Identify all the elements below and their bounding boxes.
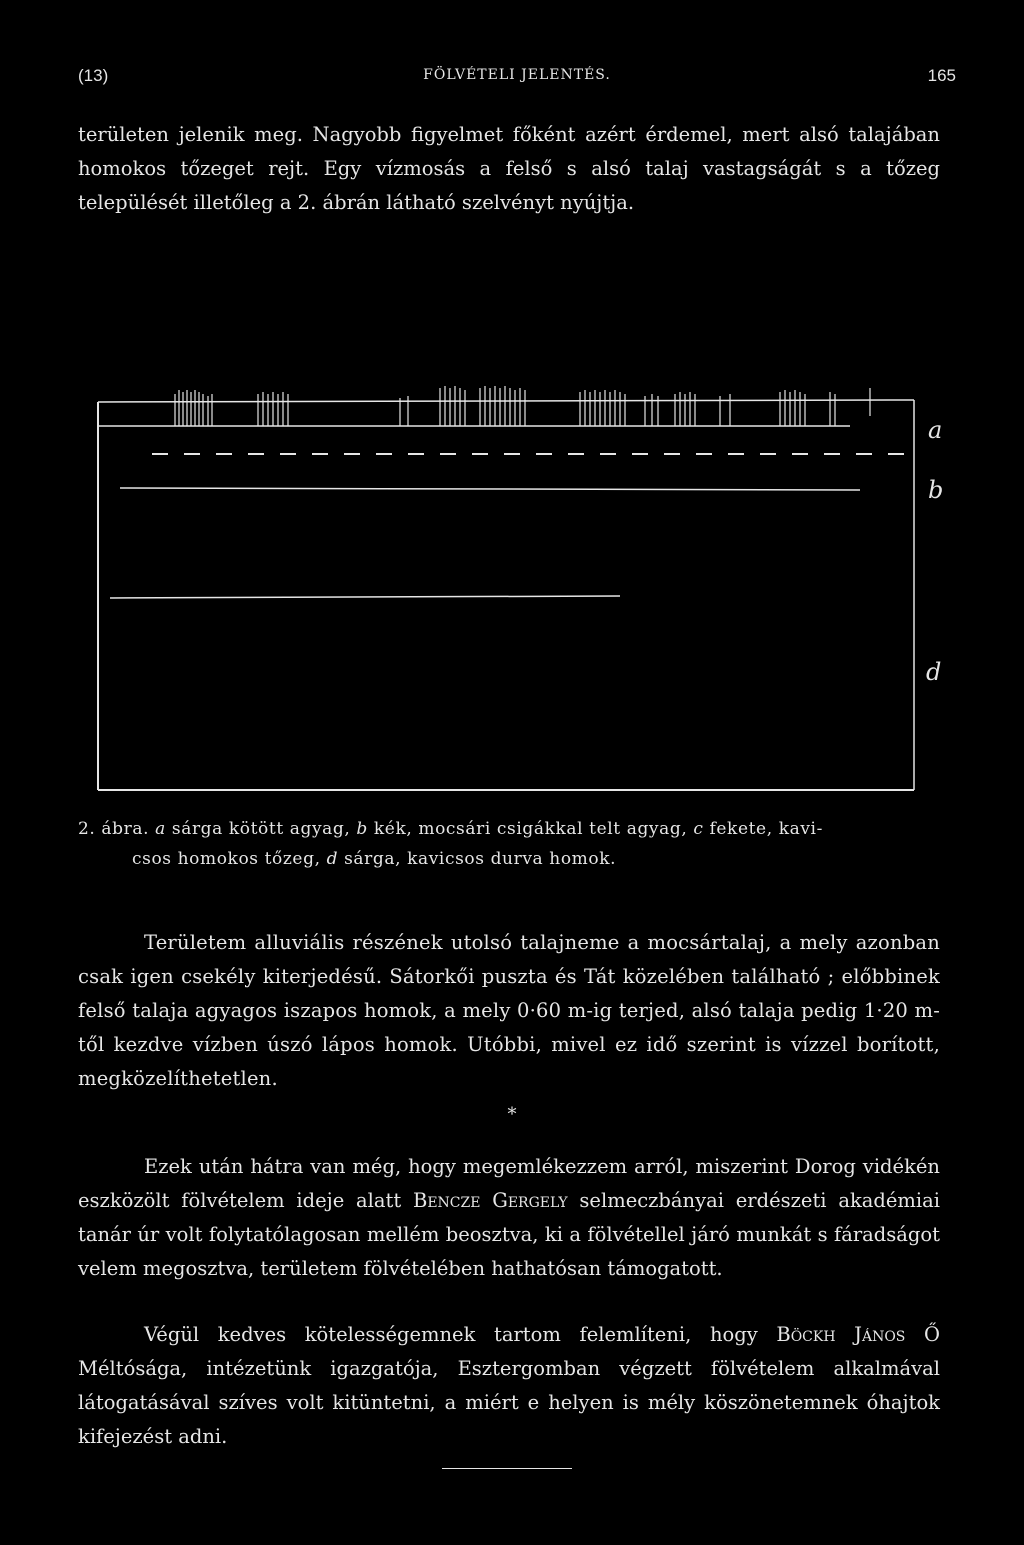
caption-text-c: fekete, kavi-	[703, 819, 823, 839]
figure-number: 2. ábra.	[78, 819, 150, 839]
layer-label-a: a	[928, 416, 943, 444]
section-separator: *	[507, 1104, 517, 1125]
layer-c-bottom	[110, 596, 620, 598]
caption-key-c: c	[693, 819, 704, 839]
layer-label-b: b	[928, 476, 944, 504]
caption-text-d: sárga, kavicsos durva homok.	[338, 849, 617, 869]
paragraph-acknowledgement-colleague	[78, 1150, 940, 1286]
p4-text-after: Ő Méltósága, intézetünk igazgatója, Esztergomban végzett fölvételem alkalmával látogatásával szíves volt kitüntetni, a miért e helyen is mély köszönetemnek óhajtok kifejezést adni.	[78, 1323, 940, 1448]
paragraph-intro: területen jelenik meg. Nagyobb figyelmet főként azért érdemel, mert alsó talajában homokos tőzeget rejt. Egy vízmosás a felső s alsó talaj vastagságát s a tőzeg települését illetőleg a 2. ábrán látható szelvényt nyújtja.	[78, 123, 940, 214]
paragraph-marsh-soil: Területem alluviális részének utolsó talajneme a mocsártalaj, a mely azonban csak igen csekély kiterjedésű. Sátorkői puszta és Tát közelében található ; előbbinek felső talaja agyagos iszapos homok, a mely 0·60 m-ig terjed, alsó talaja pedig 1·20 m-től kezdve vízben úszó lápos homok. Utóbbi, mivel ez idő szerint is vízzel borított, megközelíthetetlen.	[78, 931, 940, 1090]
caption-text-c-cont: csos homokos tőzeg,	[132, 849, 327, 869]
page-header	[78, 66, 956, 94]
p3-text-after: selmeczbányai erdészeti akadémiai tanár úr volt folytatólagosan mellém beosztva, ki a fölvétellel járó munkát s fáradságot velem megosztva, területem fölvételében hathatósan támogatott.	[78, 1189, 941, 1280]
end-rule	[442, 1468, 572, 1469]
figure-caption	[78, 814, 948, 874]
person-name-bockh: Böckh János	[776, 1323, 906, 1346]
p3-text-before: Ezek után hátra van még, hogy megemlékezzem arról, miszerint Dorog vidékén eszközölt fölvételem ideje alatt	[78, 1155, 940, 1212]
person-name-bencze: Bencze Gergely	[413, 1189, 568, 1212]
vegetation-marks	[175, 386, 870, 426]
paragraph-acknowledgement-director	[78, 1318, 940, 1454]
caption-line-2	[78, 844, 948, 874]
caption-key-b: b	[356, 819, 368, 839]
page-number: 165	[927, 66, 956, 85]
running-title: FÖLVÉTELI JELENTÉS.	[423, 67, 611, 83]
caption-text-b: kék, mocsári csigákkal telt agyag,	[367, 819, 694, 839]
page-section-number: (13)	[78, 66, 109, 85]
soil-profile-diagram	[90, 380, 990, 800]
caption-text-a: sárga kötött agyag,	[165, 819, 357, 839]
ground-surface	[98, 400, 914, 402]
caption-key-d: d	[326, 849, 339, 869]
soil-profile-figure	[90, 380, 990, 800]
layer-b-bottom	[120, 488, 860, 490]
caption-key-a: a	[155, 819, 166, 839]
layer-label-d: d	[926, 658, 942, 686]
p4-text-before: Végül kedves kötelességemnek tartom felemlíteni, hogy	[144, 1323, 777, 1346]
